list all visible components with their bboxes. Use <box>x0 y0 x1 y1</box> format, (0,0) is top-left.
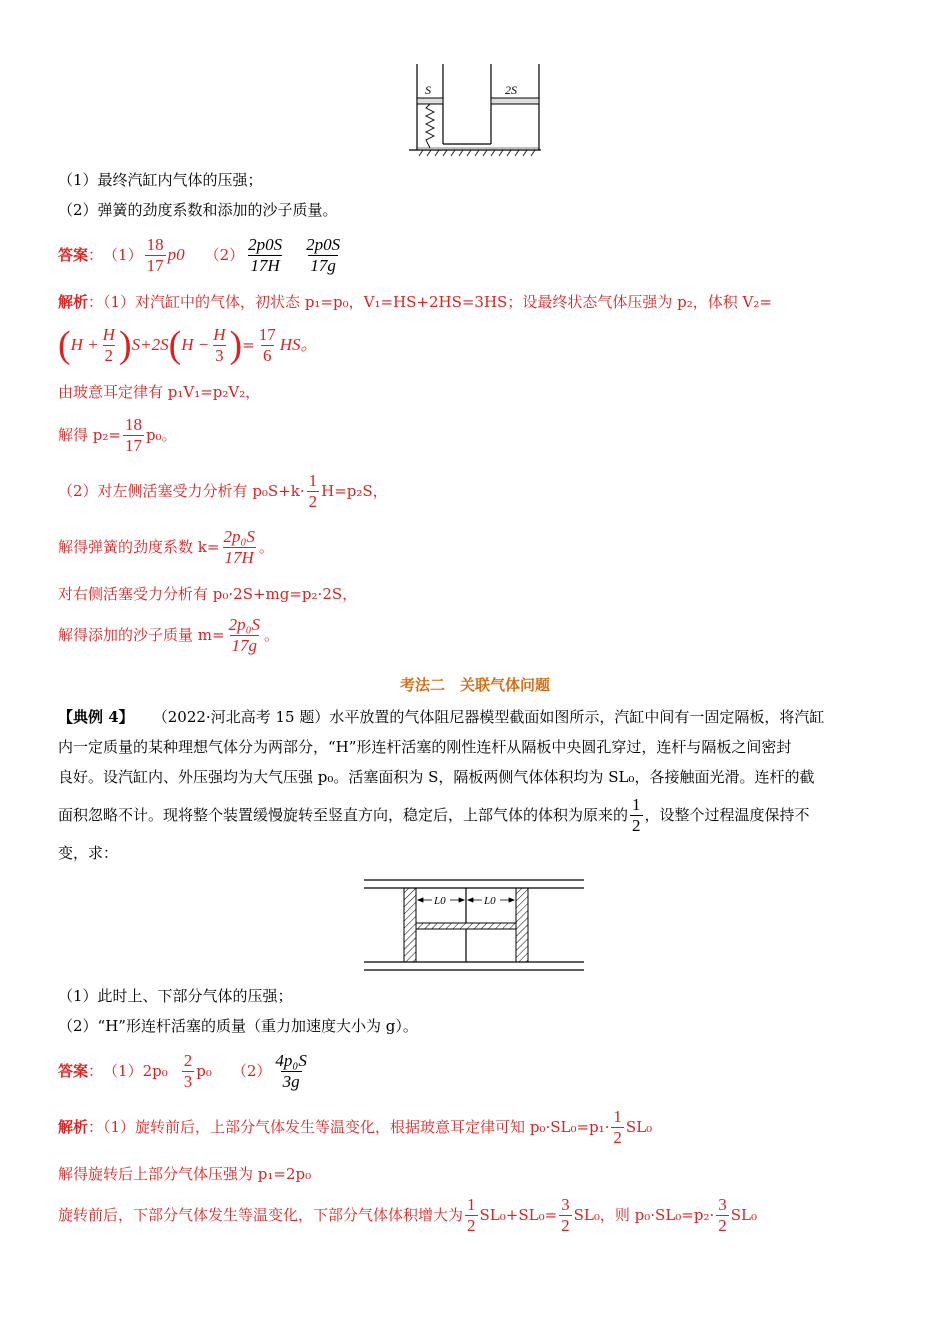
math-fraction: $\frac{H}{3}$ <box>213 324 226 365</box>
answer-colon: ： <box>88 246 104 264</box>
fig1-left-label: S <box>425 83 431 97</box>
solution-1-line-4 <box>58 412 900 458</box>
math-fraction: $\frac{1}{2}$ <box>632 794 641 835</box>
solution-1-line-3: 由玻意耳定律有 p₁V₁=p₂V₂， <box>58 383 261 401</box>
math-text: H=p₂S， <box>321 482 388 500</box>
math-fraction: $\frac{1}{2}$ <box>613 1106 622 1147</box>
math-text: SL₀ <box>625 1118 653 1136</box>
math-text: H − <box>181 335 210 354</box>
solution-label: 解析 <box>58 1118 89 1136</box>
answer-fraction: $\frac{2p0S}{17g}$ <box>306 234 341 275</box>
question-3: （1）此时上、下部分气体的压强； <box>58 987 293 1005</box>
fig1-right-label: 2S <box>505 83 517 97</box>
solution-2-line-1 <box>58 1104 900 1150</box>
math-fraction: $\frac{\text{2p₀S}}{17H}$ <box>223 526 255 567</box>
solution-1-line-8 <box>58 612 900 658</box>
answer-label: 答案 <box>58 1062 89 1080</box>
math-fraction: $\frac{3}{2}$ <box>718 1194 727 1235</box>
question-4: （2）“H”形连杆活塞的质量（重力加速度大小为 g）。 <box>58 1017 418 1035</box>
example-text: 水平放置的气体阻尼器模型截面如图所示，汽缸中间有一固定隔板，将汽缸 <box>329 708 825 726</box>
section-title: 考法二 关联气体问题 <box>399 676 550 694</box>
math-text: = <box>242 336 255 354</box>
math-text: H + <box>70 335 99 354</box>
math-text: 解得弹簧的劲度系数 k= <box>58 538 220 556</box>
math-text: 旋转前后，下部分气体发生等温变化，下部分气体体积增大为 <box>58 1206 464 1224</box>
answer-part2: （2） <box>231 1062 272 1080</box>
answer-value: p0 <box>167 245 185 264</box>
math-text: 。 <box>263 626 279 644</box>
math-text: S+2S <box>131 335 169 354</box>
answer-value: p₀ <box>196 1062 212 1080</box>
math-text: ：（1）旋转前后，上部分气体发生等温变化，根据玻意耳定律可知 p₀·SL₀=p₁· <box>88 1118 610 1136</box>
answer-fraction: $\frac{\text{4p₀S}}{3g}$ <box>275 1050 307 1091</box>
math-fraction: $\frac{1}{2}$ <box>467 1194 476 1235</box>
solution-1-line-2: ( H + $\frac{H}{2}$ ) S+2S ( H − $\frac{H}{3}$ ) = $\frac{17}{6}$ HS。 <box>58 324 318 366</box>
fig2-left-label: L0 <box>434 895 446 907</box>
solution-label: 解析 <box>58 293 89 311</box>
answer-1 <box>58 232 900 278</box>
example-text: ，设整个过程温度保持不 <box>644 806 810 824</box>
solution-2-line-3 <box>58 1192 900 1238</box>
math-text: SL₀，则 p₀·SL₀=p₂· <box>573 1206 715 1224</box>
answer-part2: （2） <box>204 246 245 264</box>
answer-2 <box>58 1048 900 1094</box>
question-2: （2）弹簧的劲度系数和添加的沙子质量。 <box>58 201 338 219</box>
math-text: 解得添加的沙子质量 m= <box>58 626 225 644</box>
math-text: SL₀+SL₀= <box>479 1206 558 1224</box>
gas-damper-figure <box>362 878 586 974</box>
solution-1-line-6 <box>58 524 900 570</box>
answer-fraction: $\frac{18}{17}$ <box>146 234 164 275</box>
answer-colon: ： <box>88 1062 104 1080</box>
question-1: （1）最终汽缸内气体的压强； <box>58 171 263 189</box>
solution-1-line-7: 对右侧活塞受力分析有 p₀·2S+mg=p₂·2S， <box>58 585 358 603</box>
example-text: 面积忽略不计。现将整个装置缓慢旋转至竖直方向，稳定后，上部气体的体积为原来的 <box>58 806 629 824</box>
example-line-1 <box>58 702 898 732</box>
solution-1-line-5 <box>58 468 900 514</box>
math-text: （2）对左侧活塞受力分析有 p₀S+k· <box>58 482 305 500</box>
fig2-right-label: L0 <box>484 895 496 907</box>
answer-label: 答案 <box>58 246 89 264</box>
math-text: p₀。 <box>145 426 177 444</box>
math-text: HS。 <box>279 335 318 354</box>
solution-text: ：（1）对汽缸中的气体，初状态 p₁=p₀，V₁=HS+2HS=3HS；设最终状态气体压强为 p₂，体积 V₂= <box>88 293 772 311</box>
answer-part1: （1）2p₀ <box>103 1062 168 1080</box>
math-fraction: $\frac{H}{2}$ <box>102 324 115 365</box>
math-fraction: $\frac{\text{2p₀S}}{17g}$ <box>228 614 260 655</box>
example-source: （2022·河北高考 15 题） <box>152 708 330 726</box>
math-text: 解得 p₂= <box>58 426 121 444</box>
example-line-2: 内一定质量的某种理想气体分为两部分，“H”形连杆活塞的刚性连杆从隔板中央圆孔穿过，连杆与隔板之间密封 <box>58 738 792 756</box>
math-text: 。 <box>258 538 274 556</box>
cylinder-spring-figure <box>405 62 545 158</box>
answer-fraction: $\frac{2p0S}{17H}$ <box>248 234 283 275</box>
math-text: SL₀ <box>730 1206 758 1224</box>
example-tag: 【典例 4】 <box>58 708 134 726</box>
answer-fraction: $\frac{2}{3}$ <box>183 1050 193 1091</box>
example-4-text <box>58 702 898 868</box>
example-line-5: 变，求： <box>58 844 119 862</box>
math-fraction: $\frac{3}{2}$ <box>561 1194 570 1235</box>
example-line-4 <box>58 792 898 838</box>
math-fraction: $\frac{17}{6}$ <box>258 324 276 365</box>
math-fraction: $\frac{18}{17}$ <box>124 414 142 455</box>
math-fraction: $\frac{1}{2}$ <box>308 470 318 511</box>
answer-part1: （1） <box>103 246 143 264</box>
example-line-3: 良好。设汽缸内、外压强均为大气压强 p₀。活塞面积为 S，隔板两侧气体体积均为 SL₀，各接触面光滑。连杆的截 <box>58 768 815 786</box>
solution-2-line-2: 解得旋转后上部分气体压强为 p₁=2p₀ <box>58 1165 312 1183</box>
solution-1-line-1 <box>58 292 900 312</box>
